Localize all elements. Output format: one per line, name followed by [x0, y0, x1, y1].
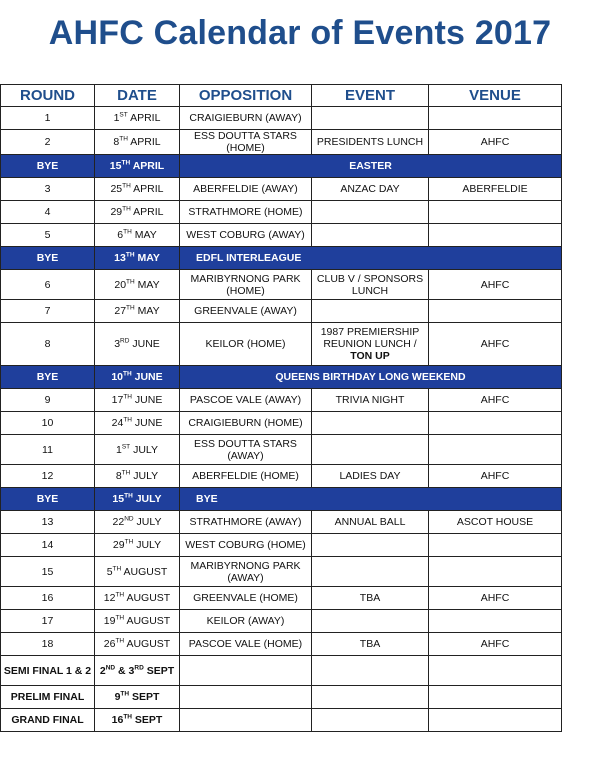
round-cell: BYE: [1, 366, 95, 389]
round-cell: BYE: [1, 155, 95, 178]
date-month: MAY: [137, 305, 160, 317]
event-cell: 1987 PREMIERSHIP REUNION LUNCH / TON UP: [312, 323, 429, 366]
opposition-cell: CRAIGIEBURN (HOME): [180, 412, 312, 435]
date-month: JULY: [136, 539, 162, 551]
date-suffix: TH: [122, 182, 131, 190]
event-cell: [312, 686, 429, 709]
date-cell: [95, 366, 180, 389]
date-cell: [95, 557, 180, 587]
round-cell: 14: [1, 534, 95, 557]
venue-cell: [429, 686, 562, 709]
round-cell: 7: [1, 300, 95, 323]
venue-cell: [429, 300, 562, 323]
date-day: 1: [116, 443, 122, 456]
venue-cell: [429, 610, 562, 633]
venue-cell: [429, 557, 562, 587]
round-row: [1, 323, 562, 366]
header-venue: VENUE: [429, 85, 562, 107]
round-cell: 18: [1, 633, 95, 656]
opposition-cell: MARIBYRNONG PARK (HOME): [180, 270, 312, 300]
round-row: [1, 300, 562, 323]
date-month: AUGUST: [126, 615, 171, 627]
event-cell: ANZAC DAY: [312, 178, 429, 201]
event-cell: [312, 201, 429, 224]
date-suffix: TH: [123, 370, 132, 378]
date-suffix: TH: [123, 713, 132, 721]
date-day: 22: [112, 516, 125, 528]
event-cell: PRESIDENTS LUNCH: [312, 130, 429, 155]
event-cell: [312, 412, 429, 435]
date-month: APRIL: [132, 160, 165, 172]
date-join: & 3: [115, 664, 135, 677]
round-cell: SEMI FINAL 1 & 2: [1, 656, 95, 686]
date-cell: [95, 300, 180, 323]
date-cell: [95, 389, 180, 412]
opposition-cell: [180, 686, 312, 709]
calendar-body: [1, 107, 562, 732]
date-day: 3: [114, 338, 121, 350]
event-cell: LADIES DAY: [312, 465, 429, 488]
finals-row: [1, 686, 562, 709]
round-cell: 12: [1, 465, 95, 488]
venue-cell: [429, 412, 562, 435]
date-month: JULY: [133, 470, 159, 482]
date-cell: [95, 107, 180, 130]
round-cell: 2: [1, 130, 95, 155]
date-suffix: TH: [119, 135, 128, 143]
event-cell: [312, 610, 429, 633]
round-cell: 8: [1, 323, 95, 366]
date-suffix: TH: [123, 393, 132, 401]
date-suffix: ST: [121, 443, 131, 450]
date-suffix: TH: [123, 416, 132, 424]
round-cell: 3: [1, 178, 95, 201]
bye-row: [1, 488, 562, 511]
event-cell: TRIVIA NIGHT: [312, 389, 429, 412]
bye-row: [1, 366, 562, 389]
header-round: ROUND: [1, 85, 95, 107]
date-suffix: TH: [121, 469, 131, 477]
date-suffix: ND: [124, 515, 134, 523]
date-suffix: RD: [120, 337, 130, 345]
round-row: [1, 201, 562, 224]
date-suffix: TH: [115, 614, 125, 622]
event-cell: [312, 300, 429, 323]
bye-note: QUEENS BIRTHDAY LONG WEEKEND: [180, 366, 562, 389]
date-day: 1: [113, 112, 120, 124]
round-cell: PRELIM FINAL: [1, 686, 95, 709]
date-day: 16: [111, 714, 124, 726]
opposition-cell: ESS DOUTTA STARS (HOME): [180, 130, 312, 155]
opposition-cell: PASCOE VALE (HOME): [180, 633, 312, 656]
round-cell: 1: [1, 107, 95, 130]
finals-row: [1, 709, 562, 732]
event-cell: [312, 557, 429, 587]
date-cell: [95, 488, 180, 511]
date-day: 13: [114, 252, 126, 264]
opposition-cell: WEST COBURG (AWAY): [180, 224, 312, 247]
date-suffix: TH: [120, 690, 130, 698]
round-row: [1, 633, 562, 656]
opposition-cell: KEILOR (HOME): [180, 323, 312, 366]
round-row: [1, 610, 562, 633]
round-row: [1, 534, 562, 557]
header-opposition: OPPOSITION: [180, 85, 312, 107]
date-day: 20: [114, 278, 127, 291]
venue-cell: [429, 107, 562, 130]
round-row: [1, 557, 562, 587]
opposition-cell: STRATHMORE (HOME): [180, 201, 312, 224]
event-cell: TBA: [312, 587, 429, 610]
date-day: 9: [114, 691, 121, 703]
date-day: 8: [113, 136, 120, 148]
event-cell: CLUB V / SPONSORS LUNCH: [312, 270, 429, 300]
date-day: 26: [103, 638, 116, 650]
date-month: APRIL: [130, 112, 161, 124]
opposition-cell: ESS DOUTTA STARS (AWAY): [180, 435, 312, 465]
bye-row: [1, 247, 562, 270]
round-cell: 4: [1, 201, 95, 224]
round-cell: 6: [1, 270, 95, 300]
header-date: DATE: [95, 85, 180, 107]
date-month: AUGUST: [123, 565, 168, 578]
date-suffix: TH: [115, 591, 125, 599]
date-cell: [95, 465, 180, 488]
round-cell: 5: [1, 224, 95, 247]
opposition-cell: CRAIGIEBURN (AWAY): [180, 107, 312, 130]
date-suffix: TH: [115, 637, 125, 645]
date-cell: [95, 178, 180, 201]
date-suffix: TH: [126, 304, 135, 312]
opposition-cell: MARIBYRNONG PARK (AWAY): [180, 557, 312, 587]
event-cell: [312, 709, 429, 732]
date-cell: [95, 323, 180, 366]
date-suffix: TH: [124, 538, 134, 546]
page-title: AHFC Calendar of Events 2017: [48, 14, 552, 52]
date-day: 6: [117, 229, 124, 241]
venue-cell: [429, 656, 562, 686]
date-cell: [95, 201, 180, 224]
date-day: 2: [99, 664, 106, 677]
date-cell: [95, 155, 180, 178]
date-month: JUNE: [134, 371, 163, 383]
opposition-cell: PASCOE VALE (AWAY): [180, 389, 312, 412]
round-cell: 9: [1, 389, 95, 412]
bye-note: EDFL INTERLEAGUE: [180, 247, 562, 270]
round-cell: 10: [1, 412, 95, 435]
date-day: 25: [110, 183, 123, 195]
round-row: [1, 435, 562, 465]
round-row: [1, 412, 562, 435]
date-cell: [95, 656, 180, 686]
bye-row: [1, 155, 562, 178]
date-month: MAY: [134, 229, 157, 241]
date-day: 29: [112, 539, 125, 551]
round-row: [1, 224, 562, 247]
date-day: 24: [111, 417, 124, 429]
date-suffix: RD: [134, 664, 144, 671]
date-suffix: TH: [122, 205, 131, 213]
date-month: APRIL: [133, 206, 164, 218]
date-day: 5: [106, 565, 113, 578]
venue-cell: AHFC: [429, 633, 562, 656]
opposition-cell: GREENVALE (HOME): [180, 587, 312, 610]
venue-cell: [429, 534, 562, 557]
date-day: 17: [111, 394, 124, 406]
venue-cell: AHFC: [429, 465, 562, 488]
venue-cell: [429, 435, 562, 465]
date-cell: [95, 270, 180, 300]
date-month: MAY: [137, 278, 160, 291]
round-row: [1, 270, 562, 300]
date-cell: [95, 686, 180, 709]
date-month: APRIL: [133, 183, 164, 195]
opposition-cell: [180, 709, 312, 732]
date-cell: [95, 534, 180, 557]
round-row: [1, 389, 562, 412]
date-suffix: TH: [112, 565, 122, 572]
date-month: APRIL: [130, 136, 161, 148]
date-cell: [95, 224, 180, 247]
date-month: SEPT: [134, 714, 163, 726]
venue-cell: [429, 201, 562, 224]
date-day: 10: [111, 371, 124, 383]
round-cell: 17: [1, 610, 95, 633]
date-cell: [95, 435, 180, 465]
event-cell: TBA: [312, 633, 429, 656]
date-month: JULY: [135, 493, 162, 505]
date-day: 27: [114, 305, 127, 317]
event-cell: [312, 435, 429, 465]
date-month: JULY: [136, 516, 162, 528]
round-cell: 13: [1, 511, 95, 534]
bye-note: BYE: [180, 488, 562, 511]
opposition-cell: KEILOR (AWAY): [180, 610, 312, 633]
round-cell: 11: [1, 435, 95, 465]
date-day: 15: [112, 493, 125, 505]
round-row: [1, 587, 562, 610]
date-month: JULY: [133, 443, 158, 456]
date-suffix: TH: [123, 228, 132, 236]
venue-cell: AHFC: [429, 270, 562, 300]
date-month: SEPT: [146, 664, 175, 677]
date-cell: [95, 633, 180, 656]
date-month: JUNE: [134, 394, 163, 406]
venue-cell: AHFC: [429, 587, 562, 610]
opposition-cell: [180, 656, 312, 686]
event-cell: [312, 656, 429, 686]
venue-cell: AHFC: [429, 389, 562, 412]
event-cell: [312, 107, 429, 130]
date-suffix: TH: [125, 251, 135, 259]
opposition-cell: ABERFELDIE (HOME): [180, 465, 312, 488]
round-row: [1, 107, 562, 130]
event-cell: [312, 534, 429, 557]
bye-note: EASTER: [180, 155, 562, 178]
opposition-cell: GREENVALE (AWAY): [180, 300, 312, 323]
header-event: EVENT: [312, 85, 429, 107]
date-month: MAY: [137, 252, 160, 264]
date-cell: [95, 709, 180, 732]
round-cell: 16: [1, 587, 95, 610]
date-cell: [95, 130, 180, 155]
date-cell: [95, 412, 180, 435]
date-cell: [95, 610, 180, 633]
date-month: JUNE: [134, 417, 163, 429]
venue-cell: ABERFELDIE: [429, 178, 562, 201]
date-month: SEPT: [132, 691, 160, 703]
date-day: 12: [103, 592, 116, 604]
date-month: AUGUST: [126, 638, 171, 650]
venue-cell: [429, 709, 562, 732]
round-row: [1, 511, 562, 534]
date-suffix: ND: [105, 664, 116, 671]
date-suffix: ST: [119, 111, 128, 119]
date-day: 8: [115, 470, 122, 482]
opposition-cell: STRATHMORE (AWAY): [180, 511, 312, 534]
date-suffix: TH: [121, 159, 131, 167]
date-suffix: TH: [124, 492, 133, 500]
venue-cell: AHFC: [429, 323, 562, 366]
venue-cell: [429, 224, 562, 247]
date-suffix: TH: [126, 278, 135, 285]
calendar-table: [0, 84, 562, 732]
date-day: 29: [110, 206, 123, 218]
round-cell: BYE: [1, 488, 95, 511]
round-row: [1, 465, 562, 488]
opposition-cell: WEST COBURG (HOME): [180, 534, 312, 557]
venue-cell: ASCOT HOUSE: [429, 511, 562, 534]
date-cell: [95, 247, 180, 270]
header-row: [1, 85, 562, 107]
round-cell: BYE: [1, 247, 95, 270]
finals-row: [1, 656, 562, 686]
round-row: [1, 178, 562, 201]
round-cell: GRAND FINAL: [1, 709, 95, 732]
date-month: JUNE: [132, 338, 160, 350]
round-cell: 15: [1, 557, 95, 587]
date-month: AUGUST: [126, 592, 171, 604]
event-cell: ANNUAL BALL: [312, 511, 429, 534]
date-day: 15: [109, 160, 122, 172]
event-cell: [312, 224, 429, 247]
event-bold-line: TON UP: [350, 350, 390, 362]
venue-cell: AHFC: [429, 130, 562, 155]
round-row: [1, 130, 562, 155]
date-day: 19: [103, 615, 116, 627]
date-cell: [95, 511, 180, 534]
date-cell: [95, 587, 180, 610]
opposition-cell: ABERFELDIE (AWAY): [180, 178, 312, 201]
